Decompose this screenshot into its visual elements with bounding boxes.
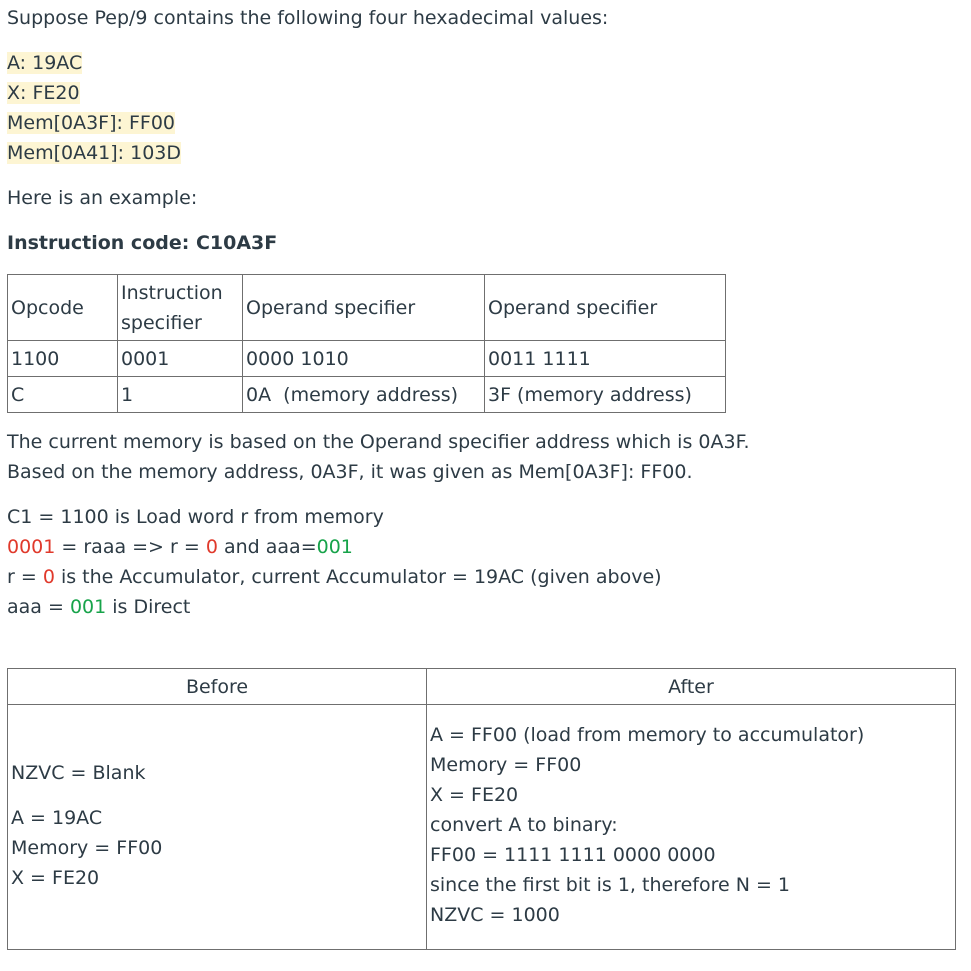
table-row (8, 705, 956, 950)
header-instruction-specifier (118, 275, 243, 341)
before-x: X = FE20 (11, 867, 100, 889)
after-first-bit: since the first bit is 1, therefore N = 1 (430, 874, 790, 896)
r-value: 0 (42, 566, 55, 588)
after-binary: FF00 = 1111 1111 0000 0000 (430, 844, 716, 866)
example-label: Here is an example: (7, 187, 198, 209)
header-line: Instruction (121, 281, 223, 304)
header-opcode: Opcode (8, 275, 118, 341)
value-x: X: FE20 (7, 82, 80, 104)
header-before: Before (8, 669, 427, 705)
text: r = (7, 566, 43, 588)
raaa-line (7, 535, 353, 559)
after-convert: convert A to binary: (430, 814, 618, 836)
before-nzvc: NZVC = Blank (11, 762, 146, 784)
para1-line2: Based on the memory address, 0A3F, it was given as Mem[0A3F]: FF00. (7, 461, 693, 483)
table-row (8, 341, 726, 377)
aaa-value: 001 (316, 536, 353, 558)
para1-line1: The current memory is based on the Operand specifier address which is 0A3F. (7, 431, 750, 453)
c1-line: C1 = 1100 is Load word r from memory (7, 506, 384, 528)
text: = raaa => r = (55, 536, 206, 558)
table-row (8, 669, 956, 705)
header-operand-specifier-1: Operand specifier (243, 275, 485, 341)
after-x: X = FE20 (430, 784, 519, 806)
instruction-table (7, 274, 726, 413)
before-a: A = 19AC (11, 807, 103, 829)
header-after: After (427, 669, 956, 705)
text: is Direct (106, 596, 191, 618)
header-line: specifier (121, 311, 202, 334)
opcode-bits: 0001 (7, 536, 56, 558)
before-after-table (7, 668, 956, 950)
instruction-code: Instruction code: C10A3F (7, 232, 278, 254)
aaa-value: 001 (69, 596, 107, 618)
table-cell: 0011 1111 (485, 341, 726, 377)
text: is the Accumulator, current Accumulator = 19AC (given above) (54, 566, 662, 588)
before-memory: Memory = FF00 (11, 837, 163, 859)
value-mem-0a3f: Mem[0A3F]: FF00 (7, 112, 175, 134)
table-cell: 0001 (118, 341, 243, 377)
before-cell (8, 705, 427, 950)
text: and aaa= (217, 536, 317, 558)
r-value: 0 (205, 536, 218, 558)
value-a: A: 19AC (7, 52, 83, 74)
table-cell: 1100 (8, 341, 118, 377)
header-operand-specifier-2: Operand specifier (485, 275, 726, 341)
r-line (7, 565, 662, 589)
table-cell: 3F (memory address) (485, 377, 726, 413)
table-row (8, 275, 726, 341)
after-memory: Memory = FF00 (430, 754, 582, 776)
table-cell: 0A (memory address) (243, 377, 485, 413)
after-a: A = FF00 (load from memory to accumulator) (430, 724, 865, 746)
table-cell: 1 (118, 377, 243, 413)
value-mem-0a41: Mem[0A41]: 103D (7, 142, 182, 164)
table-cell: C (8, 377, 118, 413)
intro-text: Suppose Pep/9 contains the following four hexadecimal values: (7, 7, 609, 29)
table-row (8, 377, 726, 413)
after-cell (427, 705, 956, 950)
text: aaa = (7, 596, 70, 618)
aaa-line (7, 595, 190, 619)
table-cell: 0000 1010 (243, 341, 485, 377)
after-nzvc: NZVC = 1000 (430, 904, 560, 926)
